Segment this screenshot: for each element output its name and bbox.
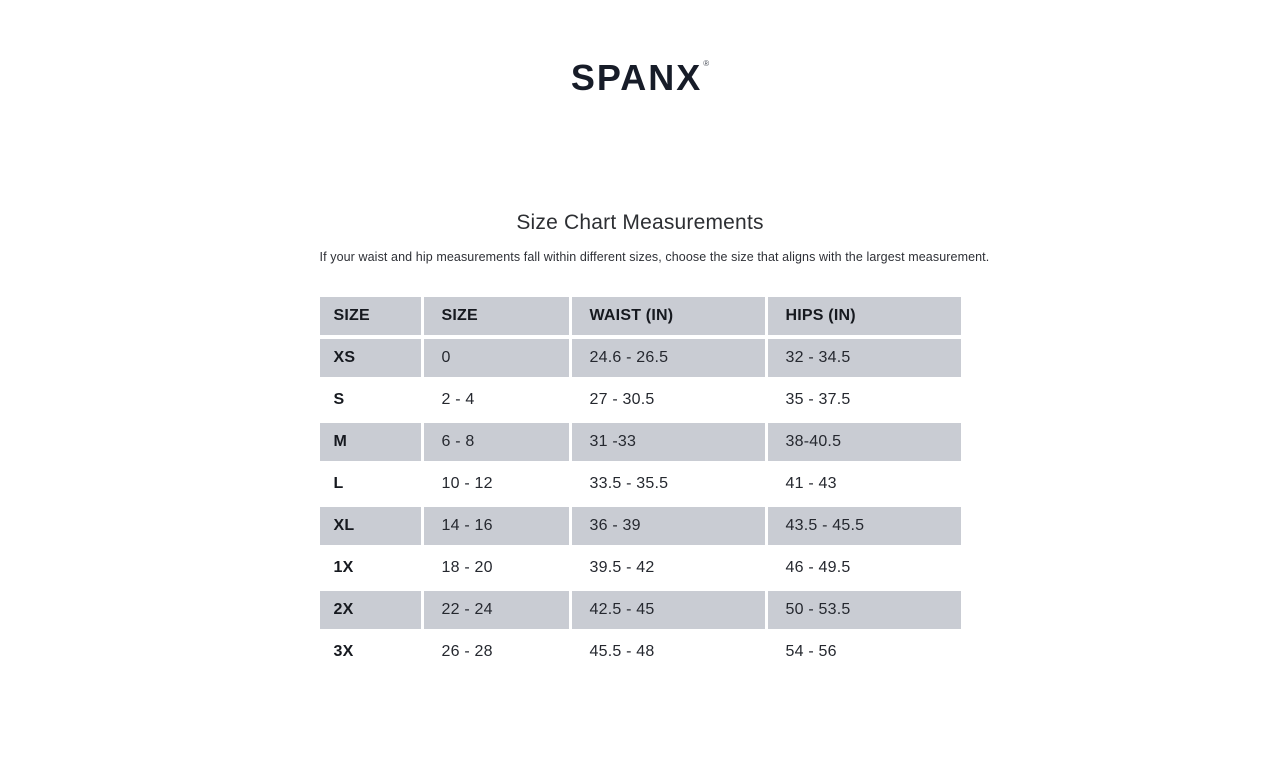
table-row-2x [320,591,961,633]
range-cell: 2 - 4 [421,381,569,423]
page-title: Size Chart Measurements [516,211,764,234]
range-cell: 14 - 16 [421,507,569,549]
table-row-3x [320,633,961,675]
page-content [319,57,990,675]
hips-cell: 32 - 34.5 [765,339,961,381]
range-cell: 18 - 20 [421,549,569,591]
table-row-1x [320,549,961,591]
waist-cell: 39.5 - 42 [569,549,765,591]
size-cell: 2X [320,591,421,633]
table-row-xl [320,507,961,549]
hips-cell: 38-40.5 [765,423,961,465]
size-cell: S [320,381,421,423]
waist-cell: 42.5 - 45 [569,591,765,633]
hips-cell: 41 - 43 [765,465,961,507]
range-cell: 10 - 12 [421,465,569,507]
waist-cell: 27 - 30.5 [569,381,765,423]
waist-cell: 45.5 - 48 [569,633,765,675]
range-cell: 22 - 24 [421,591,569,633]
waist-cell: 36 - 39 [569,507,765,549]
size-cell: XL [320,507,421,549]
waist-cell: 31 -33 [569,423,765,465]
registered-trademark-icon: ® [703,59,710,68]
page-subtitle: If your waist and hip measurements fall within different sizes, choose the size that aligns with the largest measurement. [319,250,990,264]
hips-cell: 43.5 - 45.5 [765,507,961,549]
table-header-row [320,297,961,339]
hips-cell: 46 - 49.5 [765,549,961,591]
size-cell: 1X [320,549,421,591]
hips-cell: 54 - 56 [765,633,961,675]
size-cell: XS [320,339,421,381]
hips-cell: 50 - 53.5 [765,591,961,633]
column-header-hips: HIPS (IN) [765,297,961,339]
brand-logo [320,57,961,98]
table-row-xs [320,339,961,381]
waist-cell: 24.6 - 26.5 [569,339,765,381]
size-cell: M [320,423,421,465]
column-header-waist: WAIST (IN) [569,297,765,339]
table-row-m [320,423,961,465]
table-row-s [320,381,961,423]
size-cell: L [320,465,421,507]
size-cell: 3X [320,633,421,675]
column-header-size-range: SIZE [421,297,569,339]
hips-cell: 35 - 37.5 [765,381,961,423]
size-chart-table [320,297,961,675]
range-cell: 0 [421,339,569,381]
waist-cell: 33.5 - 35.5 [569,465,765,507]
brand-logo-text: SPANX [570,57,703,98]
range-cell: 6 - 8 [421,423,569,465]
table-row-l [320,465,961,507]
range-cell: 26 - 28 [421,633,569,675]
column-header-size-label: SIZE [320,297,421,339]
